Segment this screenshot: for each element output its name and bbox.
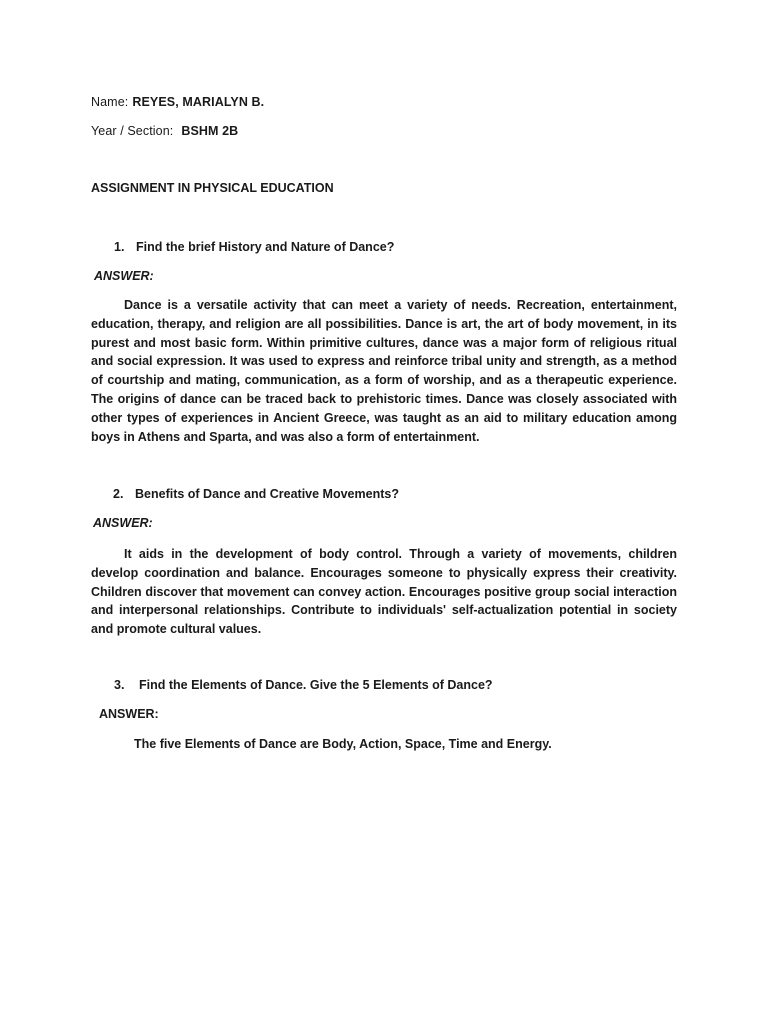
- question-2-text: Benefits of Dance and Creative Movements?: [135, 487, 399, 501]
- section-label: Year / Section:: [91, 124, 174, 138]
- answer-1-text: Dance is a versatile activity that can meet a variety of needs. Recreation, entertainment, education, therapy, and religion are all possibilities. Dance is art, the art of body movement, in its purest and most basic form. Within primitive cultures, dance was a major form of religious ritual and social expression. It was used to express and reinforce tribal unity and strength, as a method of courtship and mating, communication, as a form of worship, and as a therapeutic experience. The origins of dance can be traced back to prehistoric times. Dance was closely associated with other types of experiences in Ancient Greece, was taught as an aid to military education among boys in Athens and Sparta, and was also a form of entertainment.: [91, 298, 677, 444]
- answer-2-label: ANSWER:: [93, 516, 153, 530]
- name-line: [91, 95, 264, 109]
- answer-1-label: ANSWER:: [94, 269, 154, 283]
- question-2: [113, 487, 399, 501]
- question-1: [114, 240, 394, 254]
- question-3: [114, 678, 493, 692]
- answer-3-text: The five Elements of Dance are Body, Action, Space, Time and Energy.: [134, 737, 552, 751]
- name-value: REYES, MARIALYN B.: [132, 95, 265, 109]
- question-3-number: 3.: [114, 678, 125, 692]
- question-1-text: Find the brief History and Nature of Dance?: [136, 240, 395, 254]
- question-2-number: 2.: [113, 487, 124, 501]
- question-3-text: Find the Elements of Dance. Give the 5 Elements of Dance?: [139, 678, 493, 692]
- section-value: BSHM 2B: [181, 124, 239, 138]
- section-line: [91, 124, 238, 138]
- question-1-number: 1.: [114, 240, 125, 254]
- answer-2-text: It aids in the development of body control. Through a variety of movements, children develop coordination and balance. Encourages someone to physically express their creativity. Children discover that movement can convey action. Encourages positive group social interaction and interpersonal relationships. Contribute to individuals' self-actualization potential in society and promote cultural values.: [91, 547, 677, 637]
- answer-3-label: ANSWER:: [99, 707, 159, 721]
- name-label: Name:: [91, 95, 129, 109]
- document-title: ASSIGNMENT IN PHYSICAL EDUCATION: [91, 181, 334, 195]
